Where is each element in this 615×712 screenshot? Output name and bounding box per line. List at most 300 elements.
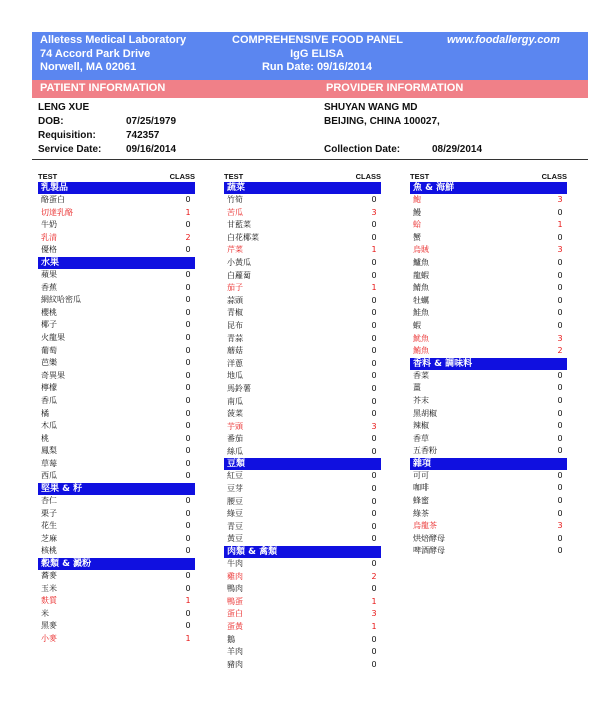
class-value: 0 <box>371 446 377 456</box>
class-value: 3 <box>557 333 563 343</box>
class-value: 1 <box>185 634 191 643</box>
test-name: 蜂蜜 <box>413 496 429 506</box>
table-row <box>410 257 567 270</box>
lab-address: Alletess Medical Laboratory 74 Accord Park Drive Norwell, MA 02061 <box>40 34 187 73</box>
class-value: 0 <box>185 508 191 518</box>
class-value: 0 <box>185 307 191 317</box>
table-row <box>410 433 567 446</box>
test-name: 鳳梨 <box>41 446 57 456</box>
test-name: 芝麻 <box>41 533 57 543</box>
table-row <box>38 357 195 370</box>
category-header: 堅果 & 籽 <box>38 483 195 495</box>
class-value: 0 <box>371 358 377 368</box>
test-name: 麩質 <box>41 596 57 606</box>
table-row <box>410 219 567 232</box>
class-value: 0 <box>185 621 191 631</box>
class-value: 0 <box>185 433 191 443</box>
table-row <box>224 219 381 232</box>
test-name: 烏龍茶 <box>413 521 437 531</box>
table-row <box>38 595 195 608</box>
test-name: 啤酒酵母 <box>413 546 445 556</box>
table-row <box>38 382 195 395</box>
class-value: 0 <box>557 295 563 305</box>
table-row <box>224 470 381 483</box>
service-date-label: Service Date: <box>38 144 102 155</box>
table-row <box>38 282 195 295</box>
category-header: 雜項 <box>410 458 567 470</box>
table-row <box>38 395 195 408</box>
table-row <box>224 521 381 534</box>
test-name: 鱸魚 <box>413 257 429 267</box>
class-value: 0 <box>371 333 377 343</box>
class-value: 1 <box>185 207 191 217</box>
table-row <box>224 333 381 346</box>
test-name: 草莓 <box>41 458 57 468</box>
class-value: 0 <box>557 283 563 293</box>
class-value: 0 <box>371 659 377 669</box>
class-value: 0 <box>371 484 377 494</box>
table-row <box>224 533 381 546</box>
table-row <box>38 458 195 471</box>
test-name: 番茄 <box>227 434 243 444</box>
table-row <box>224 596 381 609</box>
table-row <box>38 520 195 533</box>
test-name: 切達乳酪 <box>41 207 73 217</box>
table-row <box>224 433 381 446</box>
class-value: 0 <box>371 320 377 330</box>
table-row <box>38 370 195 383</box>
class-value: 0 <box>557 383 563 393</box>
test-name: 香草 <box>413 433 429 443</box>
table-row <box>410 520 567 533</box>
category-header: 魚 & 海鮮 <box>410 182 567 194</box>
class-value: 0 <box>185 195 191 204</box>
category-header: 香料 & 調味料 <box>410 358 567 370</box>
class-value: 0 <box>371 434 377 444</box>
table-row <box>224 244 381 257</box>
class-value: 3 <box>371 421 377 431</box>
test-name: 香蕉 <box>41 282 57 292</box>
test-name: 鵝 <box>227 634 235 644</box>
test-name: 蛋黃 <box>227 622 243 631</box>
test-name: 檸檬 <box>41 383 57 393</box>
test-name: 蝦 <box>413 320 421 330</box>
class-value: 0 <box>185 395 191 405</box>
test-name: 白花椰菜 <box>227 232 259 242</box>
patient-name: LENG XUE <box>38 102 90 113</box>
table-row <box>410 207 567 220</box>
table-row <box>224 621 381 634</box>
table-row <box>38 570 195 583</box>
class-value: 0 <box>185 220 191 230</box>
class-value: 0 <box>185 370 191 380</box>
test-name: 芹菜 <box>227 245 243 255</box>
class-value: 0 <box>185 471 191 481</box>
table-row <box>224 446 381 459</box>
test-name: 蒜頭 <box>227 295 243 305</box>
table-row <box>224 295 381 308</box>
class-value: 0 <box>371 396 377 406</box>
class-value: 0 <box>557 470 563 480</box>
report-header <box>32 32 588 80</box>
class-value: 0 <box>371 295 377 305</box>
table-row <box>224 370 381 383</box>
class-value: 0 <box>557 320 563 330</box>
class-value: 0 <box>371 634 377 644</box>
class-value: 3 <box>557 245 563 255</box>
test-name: 蛋白 <box>227 609 243 619</box>
class-value: 0 <box>371 371 377 381</box>
table-row <box>38 583 195 596</box>
test-name: 黑胡椒 <box>413 408 437 418</box>
class-value: 0 <box>557 308 563 318</box>
table-row <box>224 608 381 621</box>
test-name: 青椒 <box>227 308 243 318</box>
test-name: 青蒜 <box>227 333 243 343</box>
table-row <box>410 545 567 558</box>
table-row <box>410 395 567 408</box>
test-name: 花生 <box>41 521 57 531</box>
class-value: 0 <box>371 521 377 531</box>
table-row <box>38 545 195 558</box>
test-name: 甘藍菜 <box>227 220 251 230</box>
dob-label: DOB: <box>38 116 64 127</box>
patient-info-heading: PATIENT INFORMATION <box>40 82 166 94</box>
test-name: 豬肉 <box>227 659 243 669</box>
test-name: 鰻 <box>413 207 421 217</box>
test-name: 鴨蛋 <box>227 596 243 606</box>
class-value: 0 <box>185 533 191 543</box>
table-row <box>224 282 381 295</box>
category-header: 穀類 & 澱粉 <box>38 558 195 570</box>
requisition-value: 742357 <box>126 130 160 141</box>
test-name: 橘 <box>41 408 49 418</box>
test-name: 烘焙酵母 <box>413 533 445 543</box>
test-name: 栗子 <box>41 508 57 518</box>
class-value: 0 <box>557 533 563 543</box>
test-column-header: TEST <box>410 172 430 181</box>
table-row <box>410 282 567 295</box>
class-value: 0 <box>557 446 563 456</box>
class-value: 0 <box>185 421 191 431</box>
class-value: 0 <box>371 409 377 419</box>
class-value: 0 <box>371 308 377 318</box>
test-name: 龍蝦 <box>413 270 429 280</box>
class-value: 0 <box>185 358 191 368</box>
class-column-header: CLASS <box>541 172 567 181</box>
class-value: 3 <box>557 521 563 531</box>
test-name: 蕎麥 <box>41 571 57 581</box>
panel-title: COMPREHENSIVE FOOD PANEL IgG ELISA Run Date: 09/16/2014 <box>232 34 403 73</box>
class-value: 0 <box>185 446 191 456</box>
test-name: 茄子 <box>227 283 243 293</box>
service-date-value: 09/16/2014 <box>126 144 177 155</box>
test-name: 苦瓜 <box>227 207 243 217</box>
class-value: 0 <box>371 346 377 356</box>
test-name: 蛤 <box>413 220 421 230</box>
table-row <box>410 270 567 283</box>
class-value: 0 <box>557 257 563 267</box>
table-row <box>224 558 381 571</box>
class-column-header: CLASS <box>355 172 381 181</box>
test-name: 桃 <box>41 433 49 443</box>
test-name: 西瓜 <box>41 471 57 481</box>
class-value: 0 <box>185 583 191 593</box>
table-row <box>224 496 381 509</box>
class-value: 0 <box>185 608 191 618</box>
test-name: 五香粉 <box>413 446 437 456</box>
class-value: 1 <box>185 596 191 606</box>
class-value: 0 <box>185 521 191 531</box>
table-row <box>38 408 195 421</box>
class-value: 1 <box>371 283 377 293</box>
provider-name: SHUYAN WANG MD <box>324 102 418 113</box>
table-row <box>38 420 195 433</box>
test-name: 葡萄 <box>41 345 57 355</box>
test-name: 綠茶 <box>413 508 429 518</box>
table-row <box>38 345 195 358</box>
class-value: 0 <box>371 195 377 204</box>
table-row <box>410 194 567 207</box>
class-value: 0 <box>557 483 563 493</box>
test-name: 櫻桃 <box>41 307 57 317</box>
test-name: 白蘿蔔 <box>227 270 251 280</box>
test-name: 鮑 <box>413 195 421 204</box>
table-row <box>224 270 381 283</box>
test-name: 雞肉 <box>227 571 243 581</box>
class-value: 2 <box>371 571 377 581</box>
table-row <box>224 345 381 358</box>
class-value: 0 <box>185 408 191 418</box>
table-row <box>224 408 381 421</box>
table-row <box>38 533 195 546</box>
category-header: 豆類 <box>224 458 381 470</box>
test-name: 香菜 <box>413 370 429 380</box>
table-row <box>224 358 381 371</box>
table-row <box>38 294 195 307</box>
class-value: 0 <box>371 257 377 267</box>
class-value: 0 <box>371 647 377 657</box>
table-row <box>38 319 195 332</box>
table-row <box>224 508 381 521</box>
class-value: 0 <box>371 584 377 594</box>
table-row <box>410 382 567 395</box>
class-value: 0 <box>557 546 563 556</box>
class-value: 0 <box>557 270 563 280</box>
test-name: 牛肉 <box>227 559 243 569</box>
class-value: 2 <box>185 232 191 242</box>
table-row <box>224 571 381 584</box>
table-row <box>38 244 195 257</box>
test-name: 鴨肉 <box>227 584 243 594</box>
test-name: 酪蛋白 <box>41 195 65 204</box>
divider <box>32 159 588 160</box>
test-name: 洋蔥 <box>227 358 243 368</box>
class-value: 2 <box>557 346 563 356</box>
table-row <box>410 333 567 346</box>
class-value: 0 <box>185 571 191 581</box>
test-name: 核桃 <box>41 546 57 556</box>
class-value: 0 <box>185 320 191 330</box>
table-row <box>224 194 381 207</box>
table-row <box>224 396 381 409</box>
category-header: 肉類 & 禽類 <box>224 546 381 558</box>
test-name: 蘋果 <box>41 269 57 279</box>
test-name: 小黃瓜 <box>227 257 251 267</box>
class-value: 1 <box>371 596 377 606</box>
test-name: 蘑菇 <box>227 346 243 356</box>
class-value: 0 <box>557 496 563 506</box>
results-column-3 <box>410 172 567 558</box>
test-name: 蟹 <box>413 232 421 242</box>
table-row <box>410 232 567 245</box>
test-name: 玉米 <box>41 583 57 593</box>
table-row <box>224 307 381 320</box>
class-value: 3 <box>371 609 377 619</box>
test-name: 可可 <box>413 470 429 480</box>
class-value: 0 <box>557 395 563 405</box>
test-name: 腰豆 <box>227 496 243 506</box>
table-row <box>224 583 381 596</box>
test-name: 優格 <box>41 245 57 255</box>
class-value: 0 <box>371 534 377 544</box>
table-row <box>224 207 381 220</box>
table-row <box>410 295 567 308</box>
test-name: 魷魚 <box>413 333 429 343</box>
test-name: 網紋哈密瓜 <box>41 295 81 305</box>
results-column-2 <box>224 172 381 671</box>
class-column-header: CLASS <box>169 172 195 181</box>
test-name: 烏賊 <box>413 245 429 255</box>
table-row <box>38 445 195 458</box>
table-row <box>38 633 195 646</box>
table-row <box>410 420 567 433</box>
table-row <box>38 207 195 220</box>
test-name: 馬鈴薯 <box>227 383 251 393</box>
table-row <box>410 408 567 421</box>
class-value: 0 <box>371 471 377 481</box>
section-band <box>32 80 588 98</box>
test-name: 火龍果 <box>41 332 65 342</box>
website-link[interactable]: www.foodallergy.com <box>447 34 560 46</box>
class-value: 1 <box>557 220 563 230</box>
test-name: 乳清 <box>41 232 57 242</box>
table-row <box>38 470 195 483</box>
class-value: 0 <box>185 383 191 393</box>
class-value: 0 <box>557 421 563 431</box>
table-row <box>38 269 195 282</box>
table-row <box>38 508 195 521</box>
class-value: 0 <box>371 220 377 230</box>
table-row <box>38 232 195 245</box>
test-name: 薑 <box>413 383 421 393</box>
test-name: 牡蠣 <box>413 295 429 305</box>
class-value: 0 <box>371 270 377 280</box>
class-value: 0 <box>185 245 191 255</box>
table-row <box>38 608 195 621</box>
class-value: 0 <box>185 496 191 506</box>
category-header: 乳製品 <box>38 182 195 194</box>
test-name: 香瓜 <box>41 395 57 405</box>
table-row <box>410 345 567 358</box>
test-column-header: TEST <box>38 172 58 181</box>
test-name: 鮪魚 <box>413 346 429 356</box>
provider-info-heading: PROVIDER INFORMATION <box>326 82 464 94</box>
table-row <box>224 634 381 647</box>
test-name: 奇異果 <box>41 370 65 380</box>
class-value: 0 <box>185 458 191 468</box>
table-row <box>38 495 195 508</box>
class-value: 0 <box>557 508 563 518</box>
test-name: 綠豆 <box>227 509 243 519</box>
table-row <box>224 257 381 270</box>
table-row <box>38 219 195 232</box>
test-name: 小麥 <box>41 634 57 643</box>
table-row <box>224 320 381 333</box>
table-row <box>224 383 381 396</box>
table-row <box>38 433 195 446</box>
test-name: 椰子 <box>41 320 57 330</box>
class-value: 0 <box>371 232 377 242</box>
table-row <box>410 508 567 521</box>
class-value: 0 <box>185 332 191 342</box>
test-name: 芥末 <box>413 395 429 405</box>
test-name: 黑麥 <box>41 621 57 631</box>
test-name: 紅豆 <box>227 471 243 481</box>
table-row <box>410 370 567 383</box>
table-row <box>38 307 195 320</box>
test-name: 芭樂 <box>41 358 57 368</box>
class-value: 0 <box>185 546 191 556</box>
table-row <box>38 332 195 345</box>
test-name: 菠菜 <box>227 409 243 419</box>
class-value: 0 <box>185 345 191 355</box>
class-value: 3 <box>557 195 563 204</box>
class-value: 0 <box>185 269 191 279</box>
class-value: 0 <box>371 383 377 393</box>
table-row <box>410 244 567 257</box>
test-name: 鮭魚 <box>413 308 429 318</box>
class-value: 1 <box>371 245 377 255</box>
table-header <box>224 172 381 182</box>
collection-date-label: Collection Date: <box>324 144 401 155</box>
test-name: 米 <box>41 608 49 618</box>
table-row <box>410 320 567 333</box>
test-name: 鯖魚 <box>413 283 429 293</box>
table-row <box>224 232 381 245</box>
class-value: 3 <box>371 207 377 217</box>
class-value: 0 <box>185 295 191 305</box>
test-name: 辣椒 <box>413 421 429 431</box>
table-row <box>410 482 567 495</box>
table-row <box>224 421 381 434</box>
test-name: 青豆 <box>227 521 243 531</box>
test-name: 杏仁 <box>41 496 57 506</box>
test-name: 豆芽 <box>227 484 243 494</box>
test-name: 黃豆 <box>227 534 243 544</box>
class-value: 0 <box>557 408 563 418</box>
test-name: 羊肉 <box>227 647 243 657</box>
test-name: 南瓜 <box>227 396 243 406</box>
dob-value: 07/25/1979 <box>126 116 177 127</box>
table-header <box>410 172 567 182</box>
test-column-header: TEST <box>224 172 244 181</box>
collection-date-value: 08/29/2014 <box>432 144 483 155</box>
table-row <box>410 307 567 320</box>
test-name: 地瓜 <box>227 371 243 381</box>
table-row <box>38 194 195 207</box>
provider-location: BEIJING, CHINA 100027, <box>324 116 440 127</box>
